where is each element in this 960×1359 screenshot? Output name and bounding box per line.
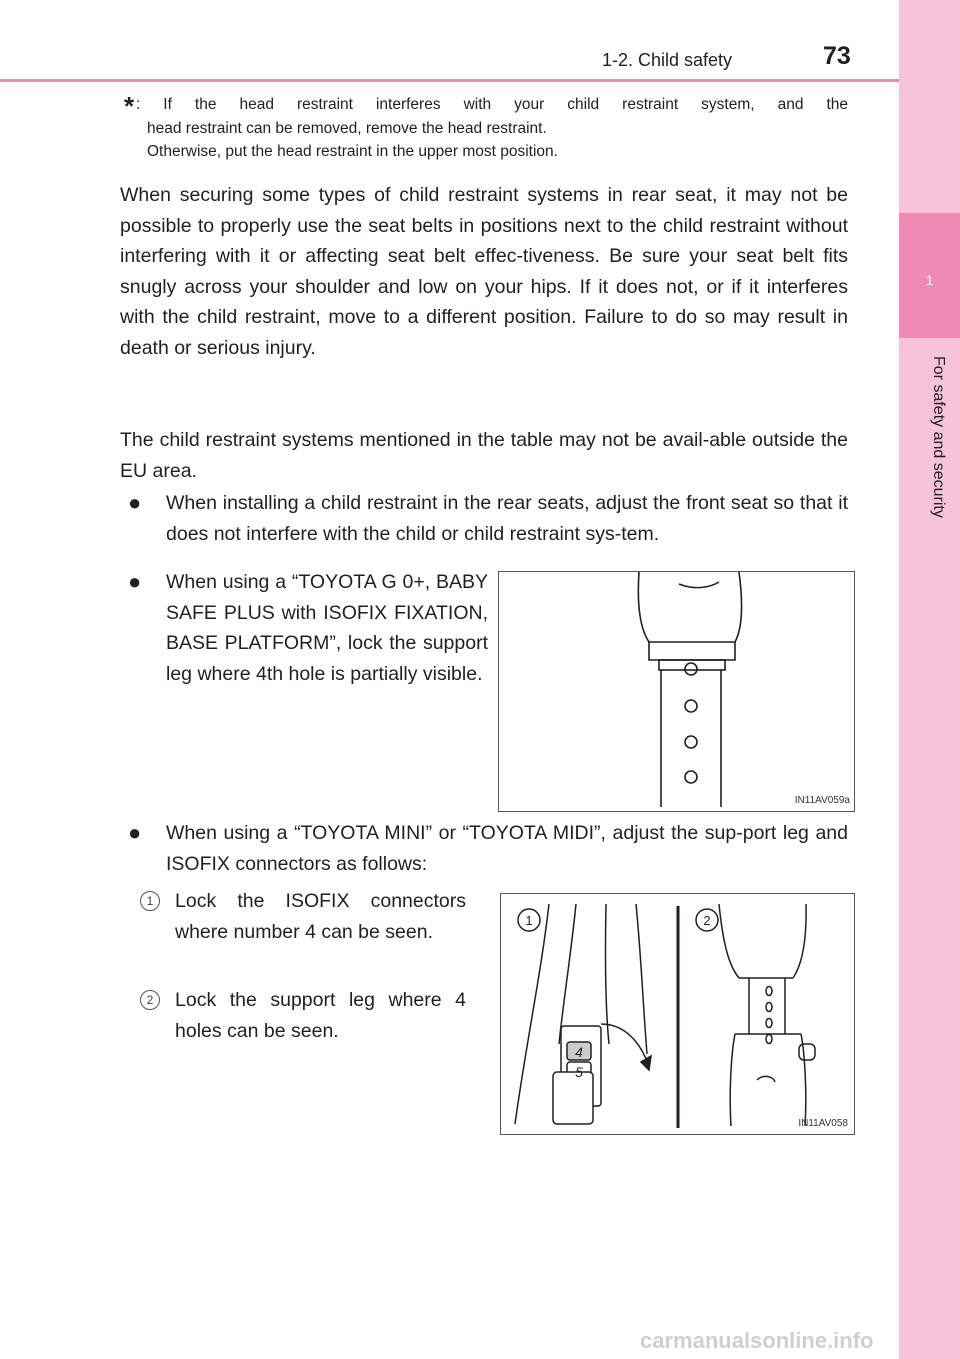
paragraph-seat-belt-warning: When securing some types of child restraint systems in rear seat, it may not be possible to properly use the seat belts in positions next to the child restraint without interfering with it or affecting seat belt effec-tiveness. Be sure your seat belt fits snugly across your shoulder and low on your hips. If it does not, or if it interferes with the child restraint, move to a different position. Failure to do so may result in death or serious injury. [120, 184, 848, 359]
chapter-title: For safety and security [930, 356, 947, 518]
bullet-text: When using a “TOYOTA MINI” or “TOYOTA MIDI”, adjust the sup-port leg and ISOFIX connectors as follows: [166, 822, 848, 875]
site-watermark: carmanualsonline.info [640, 1328, 874, 1353]
figure-code: IN11AV058 [798, 1118, 848, 1129]
figure-isofix-support-leg [500, 893, 855, 1135]
header-rule [0, 79, 899, 82]
chapter-number: 1 [925, 272, 934, 288]
chapter-side-tab [899, 0, 960, 1359]
step-text: Lock the ISOFIX connectors where number 4 can be seen. [175, 890, 466, 943]
isofix-digit-5: 5 [575, 1064, 583, 1080]
bullet-front-seat [128, 488, 848, 549]
footnote-line-2: head restraint can be removed, remove the head restraint. [147, 119, 547, 137]
figure-code: IN11AV059a [794, 795, 850, 806]
bullet-icon: ● [128, 490, 142, 515]
bullet-toyota-g0 [128, 567, 488, 689]
bullet-text: When installing a child restraint in the rear seats, adjust the front seat so that it does not interfere with the child or child restraint sys-tem. [166, 492, 848, 545]
step-isofix-connectors [140, 886, 466, 947]
footnote-marker: * [124, 91, 135, 121]
step-number-icon: 2 [140, 990, 160, 1010]
support-leg-illustration [499, 572, 854, 811]
paragraph-eu-availability: The child restraint systems mentioned in the table may not be avail-able outside the EU area. [120, 429, 848, 482]
callout-2-label: 2 [703, 913, 711, 928]
bullet-text: When using a “TOYOTA G 0+, BABY SAFE PLUS with ISOFIX FIXATION, BASE PLATFORM”, lock the support leg where 4th hole is partially visible. [166, 571, 488, 685]
footnote-line-1: : If the head restraint interferes with your child restraint system, and the [136, 96, 848, 113]
callout-1-label: 1 [525, 913, 533, 928]
bullet-icon: ● [128, 569, 142, 594]
section-title: 1-2. Child safety [602, 50, 733, 70]
isofix-digit-4: 4 [575, 1044, 583, 1060]
step-text: Lock the support leg where 4 holes can be seen. [175, 989, 466, 1042]
figure-support-leg [498, 571, 855, 812]
bullet-toyota-mini-midi [128, 818, 848, 879]
step-support-leg [140, 985, 466, 1046]
page-number: 73 [823, 42, 851, 70]
step-number-icon: 1 [140, 891, 160, 911]
footnote [124, 93, 848, 164]
bullet-icon: ● [128, 820, 142, 845]
isofix-illustration [501, 894, 854, 1134]
footnote-line-3: Otherwise, put the head restraint in the upper most position. [147, 143, 558, 160]
